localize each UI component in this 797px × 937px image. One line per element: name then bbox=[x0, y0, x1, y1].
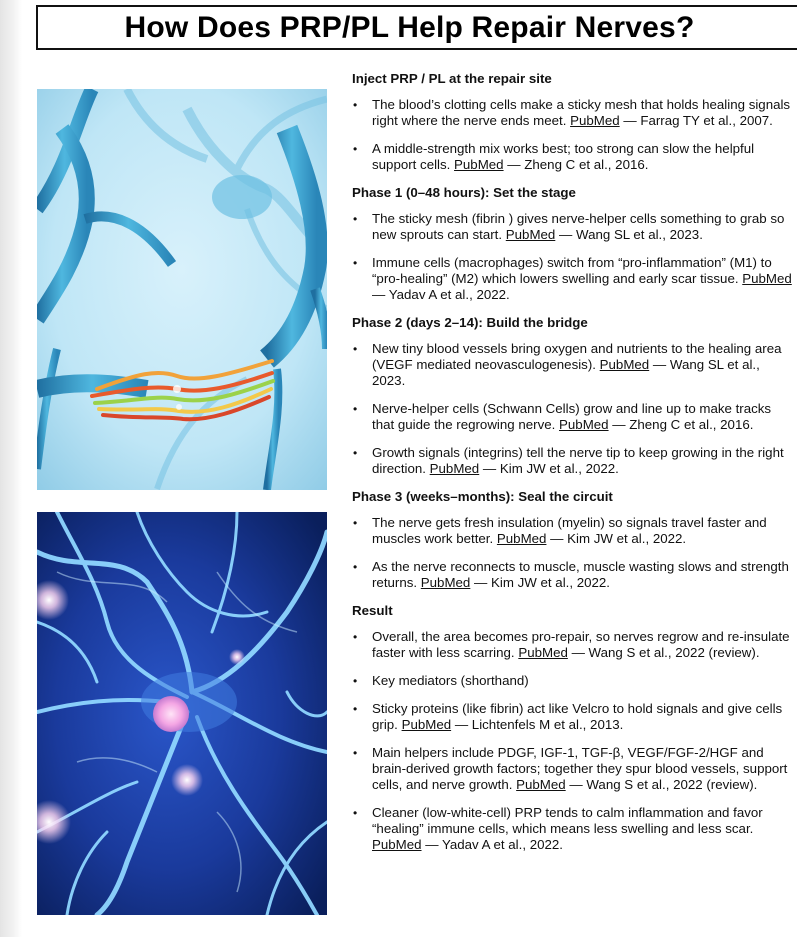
section-heading: Result bbox=[352, 603, 393, 618]
pubmed-link[interactable]: PubMed bbox=[516, 777, 566, 792]
list-item bbox=[352, 701, 792, 733]
left-margin-shade bbox=[0, 0, 22, 937]
title-box bbox=[36, 5, 797, 50]
pubmed-link[interactable]: PubMed bbox=[742, 271, 792, 286]
citation: — Kim JW et al., 2022. bbox=[550, 531, 687, 546]
list-item bbox=[352, 141, 792, 173]
list-item bbox=[352, 401, 792, 433]
citation: — Lichtenfels M et al., 2013. bbox=[454, 717, 624, 732]
pubmed-link[interactable]: PubMed bbox=[401, 717, 452, 732]
bullet-text: The blood’s clotting cells make a sticky mesh that holds healing signals right where the nerve ends meet. bbox=[372, 97, 791, 128]
bullet-text: Main helpers include PDGF, IGF-1, TGF-β, VEGF/FGF-2/HGF and brain-derived growth factors; together they spur blood vessels, support cells, and nerve growth. bbox=[372, 745, 788, 792]
section-heading: Phase 3 (weeks–months): Seal the circuit bbox=[352, 489, 613, 504]
citation: — Yadav A et al., 2022. bbox=[425, 837, 563, 852]
citation: — Wang SL et al., 2023. bbox=[559, 227, 703, 242]
bullet-text: The sticky mesh (fibrin ) gives nerve-helper cells something to grab so new sprouts can start. bbox=[372, 211, 785, 242]
citation: — Wang SL et al., 2023. bbox=[372, 357, 760, 388]
nerve-repair-image bbox=[37, 89, 327, 490]
citation: — Zheng C et al., 2016. bbox=[612, 417, 754, 432]
pubmed-link[interactable]: PubMed bbox=[599, 357, 650, 372]
pubmed-link[interactable]: PubMed bbox=[518, 645, 568, 660]
pubmed-link[interactable]: PubMed bbox=[559, 417, 609, 432]
bullet-text: Overall, the area becomes pro-repair, so nerves regrow and re-insulate faster with less scarring. bbox=[372, 629, 790, 660]
section-heading: Phase 2 (days 2–14): Build the bridge bbox=[352, 315, 588, 330]
pubmed-link[interactable]: PubMed bbox=[372, 837, 422, 852]
section-result bbox=[352, 603, 792, 853]
neuron-network-image bbox=[37, 512, 327, 915]
bullet-text: The nerve gets fresh insulation (myelin) so signals travel faster and muscles work better. bbox=[372, 515, 767, 546]
list-item bbox=[352, 745, 792, 793]
section-inject bbox=[352, 71, 792, 173]
bullet-text: Nerve-helper cells (Schwann Cells) grow and line up to make tracks that guide the regrowing nerve. bbox=[372, 401, 772, 432]
section-phase-2 bbox=[352, 315, 792, 477]
list-item bbox=[352, 255, 792, 303]
list-item bbox=[352, 629, 792, 661]
citation: — Wang S et al., 2022 (review). bbox=[569, 777, 758, 792]
content-column bbox=[352, 71, 792, 865]
pubmed-link[interactable]: PubMed bbox=[429, 461, 480, 476]
bullet-text: New tiny blood vessels bring oxygen and nutrients to the healing area (VEGF mediated neovasculogenesis). bbox=[372, 341, 782, 372]
pubmed-link[interactable]: PubMed bbox=[496, 531, 547, 546]
citation: — Zheng C et al., 2016. bbox=[507, 157, 649, 172]
pubmed-link[interactable]: PubMed bbox=[420, 575, 471, 590]
section-phase-1 bbox=[352, 185, 792, 303]
citation: — Wang S et al., 2022 (review). bbox=[571, 645, 760, 660]
section-phase-3 bbox=[352, 489, 792, 591]
section-heading: Phase 1 (0–48 hours): Set the stage bbox=[352, 185, 576, 200]
pubmed-link[interactable]: PubMed bbox=[454, 157, 504, 172]
bullet-text: Growth signals (integrins) tell the nerve tip to keep growing in the right direction. bbox=[372, 445, 784, 476]
bullet-text: Cleaner (low-white-cell) PRP tends to calm inflammation and favor “healing” immune cells, which means less swelling and less scar. bbox=[372, 805, 763, 836]
citation: — Kim JW et al., 2022. bbox=[474, 575, 610, 590]
bullet-text: Sticky proteins (like fibrin) act like Velcro to hold signals and give cells grip. bbox=[372, 701, 783, 732]
pubmed-link[interactable]: PubMed bbox=[570, 113, 620, 128]
list-item bbox=[352, 805, 792, 853]
list-item bbox=[352, 211, 792, 243]
bullet-text: Key mediators (shorthand) bbox=[372, 673, 529, 688]
citation: — Yadav A et al., 2022. bbox=[372, 287, 510, 302]
list-item bbox=[352, 445, 792, 477]
pubmed-link[interactable]: PubMed bbox=[505, 227, 556, 242]
citation: — Kim JW et al., 2022. bbox=[482, 461, 619, 476]
list-item bbox=[352, 559, 792, 591]
page-title: How Does PRP/PL Help Repair Nerves? bbox=[124, 10, 695, 44]
citation: — Farrag TY et al., 2007. bbox=[623, 113, 773, 128]
list-item bbox=[352, 515, 792, 547]
list-item bbox=[352, 673, 792, 689]
list-item bbox=[352, 341, 792, 389]
bullet-text: Immune cells (macrophages) switch from “pro-inflammation” (M1) to “pro-healing” (M2) which lowers swelling and early scar tissue. bbox=[372, 255, 772, 286]
section-heading: Inject PRP / PL at the repair site bbox=[352, 71, 552, 86]
bullet-text: As the nerve reconnects to muscle, muscle wasting slows and strength returns. bbox=[372, 559, 789, 590]
bullet-text: A middle-strength mix works best; too strong can slow the helpful support cells. bbox=[372, 141, 755, 172]
list-item bbox=[352, 97, 792, 129]
